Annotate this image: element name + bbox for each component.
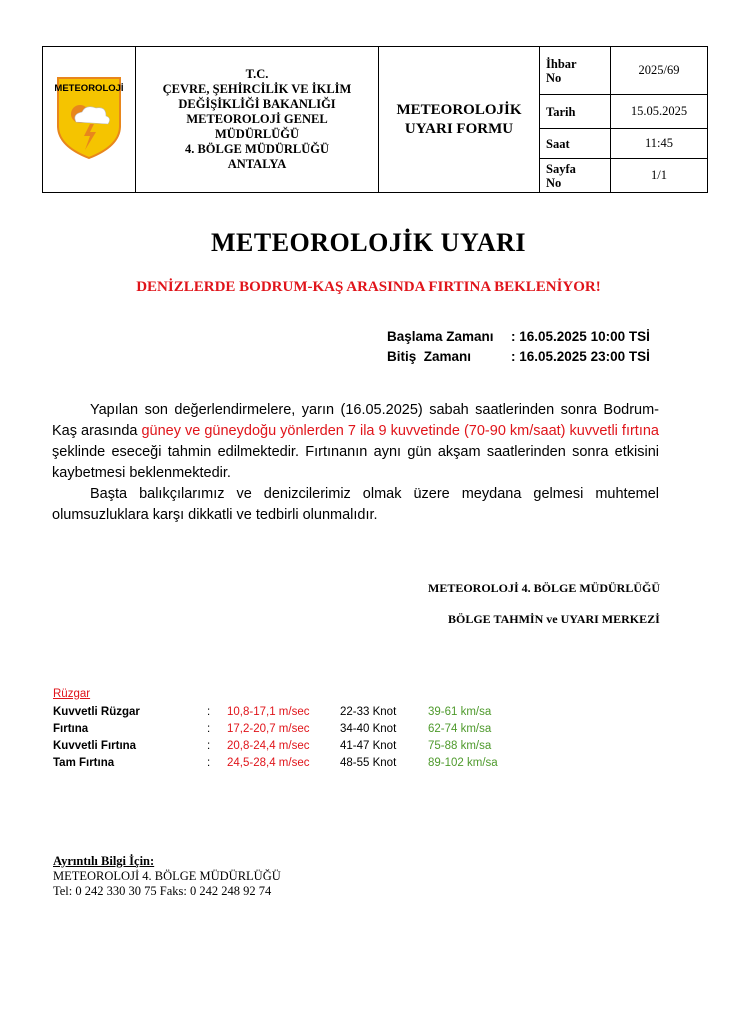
ministry-block [136,47,379,193]
page-title: METEOROLOJİK UYARI [210,228,527,257]
field-label-ihbar: İhbar No [540,47,611,95]
start-time-row [387,327,650,347]
field-label-tarih: Tarih [540,95,611,129]
highlight-text: güney ve güneydoğu yönlerden 7 ila 9 kuvvetinde (70-90 km/saat) kuvvetli fırtına [141,423,659,439]
warning-body [52,400,659,526]
meteoroloji-logo [54,74,124,160]
time-block [387,327,650,367]
form-title [379,47,540,193]
form-title-line: UYARI FORMU [404,120,514,137]
header-table [42,46,708,193]
field-value-ihbar: 2025/69 [611,47,708,95]
body-paragraph-1: Yapılan son değerlendirmelere, yarın (16.05.2025) sabah saatlerinden sonra Bodrum-Kaş arasında güney ve güneydoğu yönlerden 7 ila 9 kuvvetinde (70-90 km/saat) kuvvetli fırtına şeklinde eseceği tahmin edilmektedir. Fırtınanın aynı gün akşam saatlerinden sonra etkisini kaybetmesi beklenmektedir. [52,402,659,481]
field-label-saat: Saat [540,129,611,159]
wind-scale-row: Kuvvetli Fırtına : 20,8-24,4 m/sec 41-47 Knot 75-88 km/sa [53,740,492,752]
field-label-sayfa: Sayfa No [540,159,611,193]
signature-line-1: METEOROLOJİ 4. BÖLGE MÜDÜRLÜĞÜ [428,581,661,595]
wind-scale-table [53,688,528,772]
ministry-line: T.C. [245,67,269,81]
contact-block [53,854,281,899]
contact-title: Ayrıntılı Bilgi İçin: [53,854,155,868]
ministry-line: 4. BÖLGE MÜDÜRLÜĞÜ [184,142,330,156]
wind-scale-row: Tam Fırtına : 24,5-28,4 m/sec 48-55 Knot 89-102 km/sa [53,757,498,769]
end-time-row [387,347,650,367]
warning-subtitle: DENİZLERDE BODRUM-KAŞ ARASINDA FIRTINA BEKLENİYOR! [136,279,601,295]
start-time-value: : 16.05.2025 10:00 TSİ [511,329,650,344]
wind-scale-title: Rüzgar [53,688,91,700]
contact-org: METEOROLOJİ 4. BÖLGE MÜDÜRLÜĞÜ [53,869,281,883]
ministry-line: ANTALYA [227,157,287,171]
ministry-line: DEĞİŞİKLİĞİ BAKANLIĞI [178,97,336,111]
logo-cell [43,47,136,193]
field-value-saat: 11:45 [611,129,708,159]
end-time-value: : 16.05.2025 23:00 TSİ [511,349,650,364]
end-time-label: Bitiş Zamanı [387,349,472,364]
field-value-sayfa: 1/1 [611,159,708,193]
ministry-line: METEOROLOJİ GENEL [186,112,328,126]
svg-text:METEOROLOJİ: METEOROLOJİ [54,83,124,94]
ministry-line: MÜDÜRLÜĞÜ [214,127,300,141]
signature-line-2: BÖLGE TAHMİN ve UYARI MERKEZİ [448,612,660,626]
ministry-line: ÇEVRE, ŞEHİRCİLİK VE İKLİM [162,82,352,96]
start-time-label: Başlama Zamanı [387,329,494,344]
wind-scale-row: Kuvvetli Rüzgar : 10,8-17,1 m/sec 22-33 Knot 39-61 km/sa [53,706,492,718]
wind-scale-row: Fırtına : 17,2-20,7 m/sec 34-40 Knot 62-74 km/sa [53,723,492,735]
body-paragraph-2: Başta balıkçılarımız ve denizcilerimiz olmak üzere meydana gelmesi muhtemel olumsuzluklara karşı dikkatli ve tedbirli olunmalıdır. [52,486,659,523]
contact-phones: Tel: 0 242 330 30 75 Faks: 0 242 248 92 74 [53,884,272,898]
form-title-line: METEOROLOJİK [396,101,522,118]
field-value-tarih: 15.05.2025 [611,95,708,129]
